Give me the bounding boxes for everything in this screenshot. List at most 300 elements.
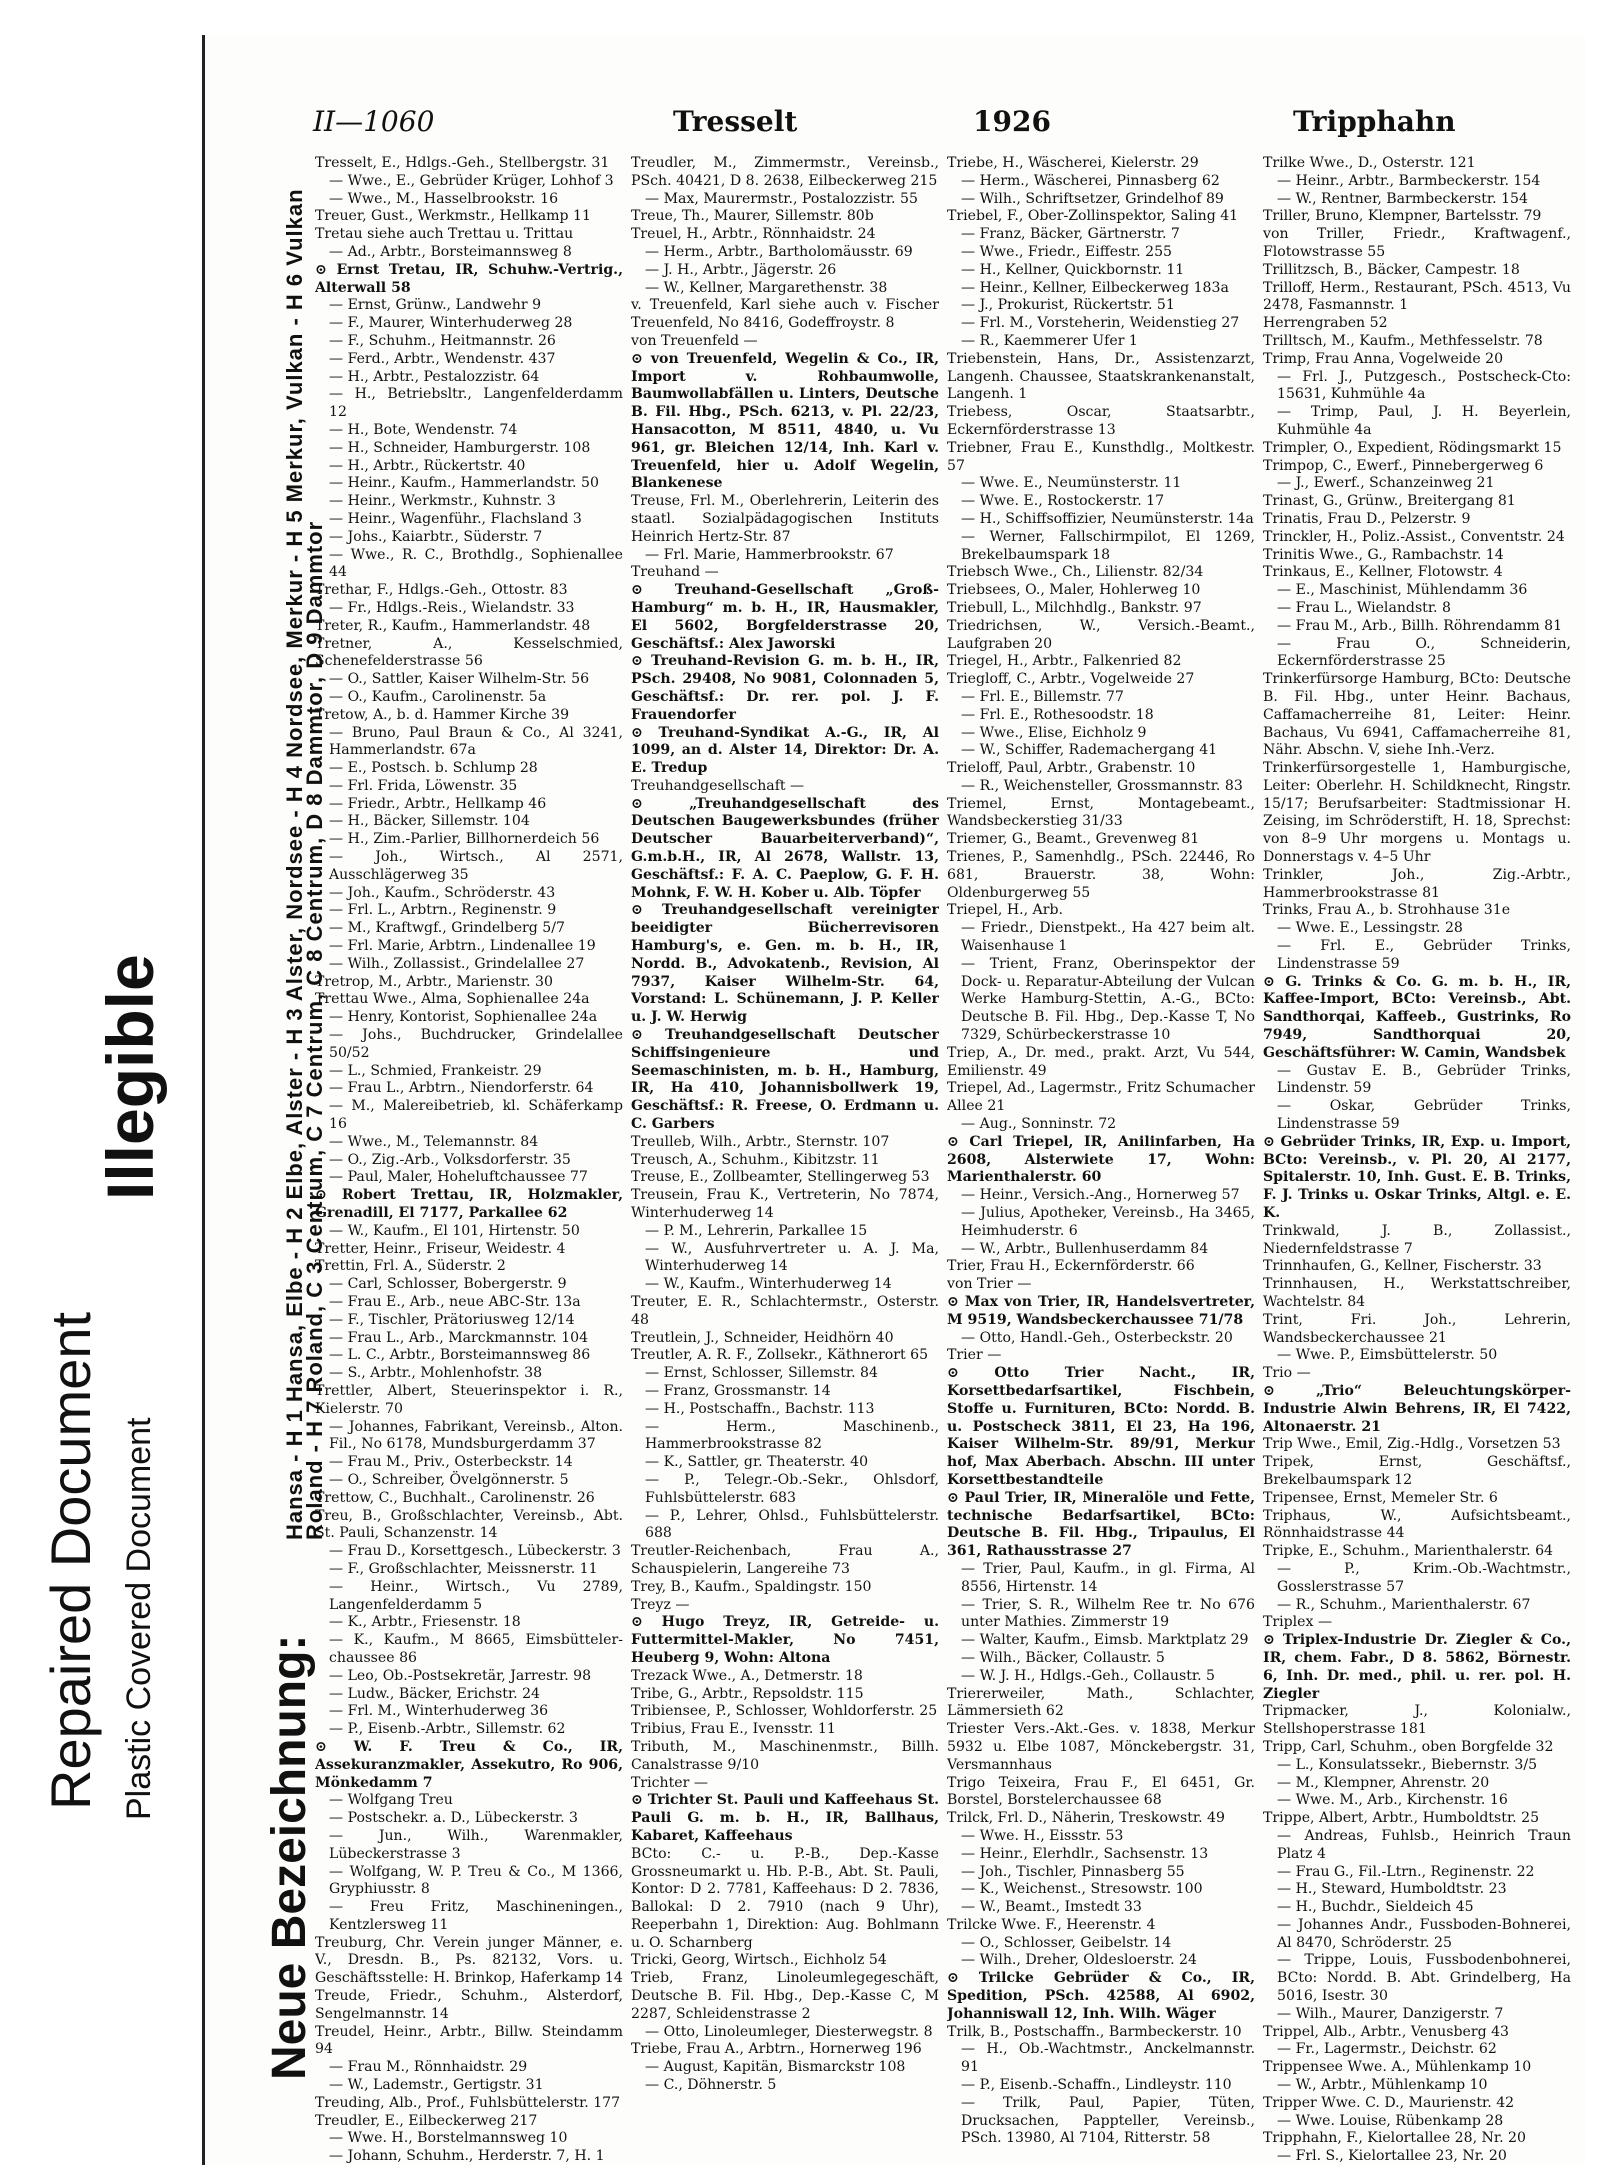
directory-entry: ⊙ Paul Trier, IR, Mineralöle und Fette, technische Bedarfsartikel, BCto: Deutsche B. Fil. Hbg., Tripaulus, El 361, Rathausstrasse 27 xyxy=(947,1489,1255,1560)
directory-entry: — R., Weichensteller, Grossmannstr. 83 xyxy=(961,777,1243,794)
directory-entry: — Trippe, Louis, Fussbodenbohnerei, BCto: Nordd. B. Abt. Grindelberg, Ha 5016, Isestr. 30 xyxy=(1277,1952,1571,2005)
directory-entry: — Frl. E., Billemstr. 77 xyxy=(961,688,1124,705)
directory-entry: Treyz — xyxy=(631,1596,690,1613)
directory-entry: — Herm., Wäscherei, Pinnasberg 62 xyxy=(961,172,1220,189)
directory-entry: Triepel, H., Arb. xyxy=(947,902,1063,919)
directory-entry: — H., Zim.-Parlier, Billhornerdeich 56 xyxy=(329,831,600,848)
directory-entry: Trilcke Wwe. F., Heerenstr. 4 xyxy=(947,1916,1156,1933)
header-last-name: Tripphahn xyxy=(1293,105,1456,138)
directory-entry: Trilk, B., Postschaffn., Barmbeckerstr. 10 xyxy=(947,2023,1242,2040)
directory-entry: ⊙ von Treuenfeld, Wegelin & Co., IR, Import v. Rohbaumwolle, Baumwollabfällen u. Linters, Deutsche B. Fil. Hbg., PSch. 6213, v. Pl. 22/23, Hansacotton, M 8511, 4840, u. Vu 961, gr. Bleichen 12/14, Inh. Karl v. Treuenfeld, hier u. Adolf Wegelin, Blankenese xyxy=(631,350,939,492)
directory-entry: Treuhandgesellschaft — xyxy=(631,777,805,794)
directory-entry: Tripmacker, J., Kolonialw., Stellshoperstrasse 181 xyxy=(1263,1703,1571,1738)
directory-entry: Treudler, M., Zimmermstr., Vereinsb., PSch. 40421, D 8. 2638, Eilbeckerweg 215 xyxy=(631,155,939,189)
directory-entry: Trinckler, H., Poliz.-Assist., Conventstr. 24 xyxy=(1263,528,1565,545)
header-first-name: Tresselt xyxy=(673,105,798,138)
directory-entry: — Frau L., Arb., Marckmannstr. 104 xyxy=(329,1329,589,1346)
directory-entry: — Otto, Linoleumleger, Diesterwegstr. 8 xyxy=(645,2023,933,2040)
directory-entry: — P., Eisenb.-Arbtr., Sillemstr. 62 xyxy=(329,1721,566,1738)
directory-entry: Trieloff, Paul, Arbtr., Grabenstr. 10 xyxy=(947,760,1196,777)
directory-entry: — Wwe., E., Gebrüder Krüger, Lohhof 3 xyxy=(329,172,614,189)
directory-entry: — O., Sattler, Kaiser Wilhelm-Str. 56 xyxy=(329,671,590,688)
directory-entry: — P., Eisenb.-Schaffn., Lindleystr. 110 xyxy=(961,2077,1232,2094)
directory-entry: — Henry, Kontorist, Sophienallee 24a xyxy=(329,1009,598,1026)
directory-entry: Triester Vers.-Akt.-Ges. v. 1838, Merkur 5932 u. Elbe 1087, Mönckebergstr. 31, Versmannhaus xyxy=(947,1721,1255,1773)
directory-entry: — H., Kellner, Quickbornstr. 11 xyxy=(961,261,1185,278)
directory-entry: Trilck, Frl. D., Näherin, Treskowstr. 49 xyxy=(947,1810,1225,1827)
directory-entry: Treutler-Reichenbach, Frau A., Schauspielerin, Langereihe 73 xyxy=(631,1543,939,1577)
directory-entry: — Frau L., Wielandstr. 8 xyxy=(1277,599,1451,616)
directory-entry: — Ernst, Grünw., Landwehr 9 xyxy=(329,297,542,314)
directory-entry: Trippe, Albert, Arbtr., Humboldtstr. 25 xyxy=(1263,1810,1540,1827)
directory-entry: Trinkerfürsorgestelle 1, Hamburgische, Leiter: Oberlehr. H. Schildknecht, Ringstr. 15/17; Berufsarbeiter: Stadtmissionar H. Zeising, im Schröderstift, H. 18, Sprechst: von 8–9 Uhr morgens u. Montags u. Donnerstags v. 4–5 Uhr xyxy=(1263,760,1571,866)
directory-entry: ⊙ Max von Trier, IR, Handelsvertreter, M 9519, Wandsbeckerchaussee 71/78 xyxy=(947,1294,1255,1328)
directory-entry: — H., Arbtr., Pestalozzistr. 64 xyxy=(329,368,540,385)
directory-entry: — J. H., Arbtr., Jägerstr. 26 xyxy=(645,261,837,278)
directory-entry: Treusch, A., Schuhm., Kibitzstr. 11 xyxy=(631,1151,880,1168)
directory-entry: Treude, Friedr., Schuhm., Alsterdorf, Sengelmannstr. 14 xyxy=(315,1988,623,2022)
directory-entry: Trinkler, Joh., Zig.-Arbtr., Hammerbrookstrasse 81 xyxy=(1263,866,1571,901)
directory-entry: von Trier — xyxy=(947,1276,1032,1293)
directory-entry: ⊙ Carl Triepel, IR, Anilinfarben, Ha 2608, Alsterwiete 17, Wohn: Marienthalerstr. 60 xyxy=(947,1133,1255,1186)
directory-entry: — W., Lademstr., Gertigstr. 31 xyxy=(329,2077,544,2094)
directory-entry: Triegloff, C., Arbtr., Vogelweide 27 xyxy=(947,671,1195,688)
directory-entry: Triemer, G., Beamt., Grevenweg 81 xyxy=(947,831,1200,848)
directory-entry: — O., Zig.-Arb., Volksdorferstr. 35 xyxy=(329,1151,571,1168)
directory-entry: Treuhand — xyxy=(631,564,719,581)
directory-entry: Triemel, Ernst, Montagebeamt., Wandsbeckerstieg 31/33 xyxy=(947,795,1255,830)
directory-entry: ⊙ Trilcke Gebrüder & Co., IR, Spedition, PSch. 42588, Al 6902, Johanniswall 12, Inh. Wilh. Wäger xyxy=(947,1970,1255,2022)
directory-entry: Triebsees, O., Maler, Hohlerweg 10 xyxy=(947,582,1201,599)
directory-entry: — P., Krim.-Ob.-Wachtmstr., Gosslerstrasse 57 xyxy=(1277,1560,1571,1595)
directory-entry: ⊙ Trichter St. Pauli und Kaffeehaus St. Pauli G. m. b. H., IR, Ballhaus, Kabaret, Kaffeehaus xyxy=(631,1792,939,1844)
directory-entry: Trethar, F., Hdlgs.-Geh., Ottostr. 83 xyxy=(315,582,568,599)
directory-entry: Trichter — xyxy=(631,1774,708,1791)
directory-page xyxy=(202,35,1585,2165)
directory-entry: — Wwe. E., Lessingstr. 28 xyxy=(1277,920,1463,937)
directory-entry: — Trimp, Paul, J. H. Beyerlein, Kuhmühle 4a xyxy=(1277,404,1571,438)
directory-entry: — L., Schmied, Frankeistr. 29 xyxy=(329,1062,542,1079)
directory-entry: Treuse, Frl. M., Oberlehrerin, Leiterin des staatl. Sozialpädagogischen Instituts Heinrich Hertz-Str. 87 xyxy=(631,493,939,545)
directory-entry: — Otto, Handl.-Geh., Osterbeckstr. 20 xyxy=(961,1329,1233,1346)
directory-entry: — Frl. Frida, Löwenstr. 35 xyxy=(329,777,518,794)
directory-entry: — Ad., Arbtr., Borsteimannsweg 8 xyxy=(329,243,572,260)
directory-entry: Tribius, Frau E., Ivensstr. 11 xyxy=(631,1721,836,1738)
directory-entry: Treue, Th., Maurer, Sillemstr. 80b xyxy=(631,208,874,225)
directory-entry: — K., Kaufm., M 8665, Eimsbütteler-chaussee 86 xyxy=(329,1632,623,1666)
directory-entry: — Heinr., Kellner, Eilbeckerweg 183a xyxy=(961,279,1229,296)
directory-entry: — Heinr., Werkmstr., Kuhnstr. 3 xyxy=(329,493,556,510)
directory-entry: Triebner, Frau E., Kunsthdlg., Moltkestr. 57 xyxy=(947,439,1255,474)
directory-entry: von Triller, Friedr., Kraftwagenf., Flotowstrasse 55 xyxy=(1263,226,1571,260)
directory-entry: — W., Arbtr., Bullenhuserdamm 84 xyxy=(961,1240,1209,1257)
directory-entry: Triererweiler, Math., Schlachter, Lämmersieth 62 xyxy=(947,1685,1255,1720)
directory-entry: — Franz, Bäcker, Gärtnerstr. 7 xyxy=(961,226,1180,243)
directory-entry: Treuse, E., Zollbeamter, Stellingerweg 53 xyxy=(631,1169,930,1186)
directory-entry: — W., Kaufm., Winterhuderweg 14 xyxy=(645,1276,892,1293)
directory-entry: — Trier, S. R., Wilhelm Ree tr. No 676 unter Mathies. Zimmerstr 19 xyxy=(961,1596,1255,1631)
directory-entry: — Heinr., Kaufm., Hammerlandstr. 50 xyxy=(329,475,599,492)
directory-entry: — Wilh., Bäcker, Collaustr. 5 xyxy=(961,1649,1165,1666)
directory-entry: — Frau M., Rönnhaidstr. 29 xyxy=(329,2059,528,2076)
directory-entry: — H., Schneider, Hamburgerstr. 108 xyxy=(329,439,591,456)
directory-entry: BCto: C.- u. P.-B., Dep.-Kasse Grossneumarkt u. Hb. P.-B., Abt. St. Pauli, Kontor: D 2. 7781, Kaffeehaus: D 2. 7836, Ballokal: D 2. 7910 (nach 9 Uhr), Reeperbahn 1, Direktion: Aug. Bohlmann u. O. Scharnberg xyxy=(631,1845,939,1951)
directory-entry: — Heinr., Elerhdlr., Sachsenstr. 13 xyxy=(961,1845,1209,1862)
directory-entry: ⊙ W. F. Treu & Co., IR, Assekuranzmakler, Assekutro, Ro 906, Mönkedamm 7 xyxy=(315,1738,623,1791)
directory-entry: — Jun., Wilh., Warenmakler, Lübeckerstrasse 3 xyxy=(329,1827,623,1862)
directory-entry: ⊙ Ernst Tretau, IR, Schuhw.-Vertrig., Alterwall 58 xyxy=(315,261,623,296)
directory-entry: Treuel, H., Arbtr., Rönnhaidstr. 24 xyxy=(631,226,876,243)
directory-entry: — Max, Maurermstr., Postalozzistr. 55 xyxy=(645,190,918,207)
directory-entry: — Frau G., Fil.-Ltrn., Reginenstr. 22 xyxy=(1277,1863,1535,1880)
directory-entry: — Frl. L., Arbtrn., Reginenstr. 9 xyxy=(329,902,557,919)
directory-entry: — Heinr., Wagenführ., Flachsland 3 xyxy=(329,510,582,527)
neue-bezeichnung-label: Neue Bezeichnung: xyxy=(263,1634,316,2080)
directory-entry: — Wwe., Elise, Eichholz 9 xyxy=(961,724,1147,741)
directory-entry: Tribe, G., Arbtr., Repsoldstr. 115 xyxy=(631,1685,864,1702)
directory-entry: Tresselt, E., Hdlgs.-Geh., Stellbergstr. 31 xyxy=(315,155,610,171)
directory-entry: — M., Klempner, Ahrenstr. 20 xyxy=(1277,1774,1490,1791)
directory-entry: Trinkerfürsorge Hamburg, BCto: Deutsche B. Fil. Hbg., unter Heinr. Bachaus, Caffamacherreihe 81, Leiter: Heinr. Bachaus, Vu 6941, Caffamacherreihe 81, Nähr. Abschn. V, siehe Inh.-Verz. xyxy=(1263,671,1571,759)
directory-entry: — Frau D., Korsettgesch., Lübeckerstr. 3 xyxy=(329,1543,621,1560)
directory-entry: — Frl. Marie, Hammerbrookstr. 67 xyxy=(645,546,894,563)
directory-entry: — W., Ausfuhrvertreter u. A. J. Ma, Winterhuderweg 14 xyxy=(645,1240,939,1275)
directory-entry: Trigo Teixeira, Frau F., El 6451, Gr. Borstel, Borstelerchaussee 68 xyxy=(947,1774,1255,1809)
repaired-document-label: Repaired Document xyxy=(39,1311,102,1810)
directory-entry: ⊙ Treuhand-Revision G. m. b. H., IR, PSch. 29408, No 9081, Colonnaden 5, Geschäftsf.: Dr. rer. pol. J. F. Frauendorfer xyxy=(631,653,939,723)
directory-entry: — Walter, Kaufm., Eimsb. Marktplatz 29 xyxy=(961,1632,1249,1649)
directory-entry: — Ferd., Arbtr., Wendenstr. 437 xyxy=(329,350,556,367)
directory-entry: — Ludw., Bäcker, Erichstr. 24 xyxy=(329,1685,541,1702)
directory-entry: — Heinr., Versich.-Ang., Hornerweg 57 xyxy=(961,1187,1240,1204)
directory-entry: — M., Malereibetrieb, kl. Schäferkamp 16 xyxy=(329,1098,623,1133)
directory-entry: — Gustav E. B., Gebrüder Trinks, Lindenstr. 59 xyxy=(1277,1062,1571,1097)
directory-entry: Trippensee Wwe. A., Mühlenkamp 10 xyxy=(1263,2059,1532,2076)
directory-entry: — Wilh., Zollassist., Grindelallee 27 xyxy=(329,955,585,972)
directory-entry: — Wwe. E., Rostockerstr. 17 xyxy=(961,493,1165,510)
directory-entry: Tripke, E., Schuhm., Marienthalerstr. 64 xyxy=(1263,1543,1554,1560)
directory-entry: — R., Schuhm., Marienthalerstr. 67 xyxy=(1277,1596,1531,1613)
directory-entry: — Joh., Kaufm., Schröderstr. 43 xyxy=(329,884,556,901)
directory-entry: Tricki, Georg, Wirtsch., Eichholz 54 xyxy=(631,1952,887,1969)
directory-entry: — Johs., Kaiarbtr., Süderstr. 7 xyxy=(329,528,543,545)
directory-entry: Triedrichsen, W., Versich.-Beamt., Laufgraben 20 xyxy=(947,617,1255,652)
illegible-label: Illegible xyxy=(93,954,167,1200)
directory-entry: — K., Weichenst., Stresowstr. 100 xyxy=(961,1881,1203,1898)
directory-entry: Trint, Fri. Joh., Lehrerin, Wandsbeckerchaussee 21 xyxy=(1263,1311,1571,1346)
directory-entry: — Frl. E., Gebrüder Trinks, Lindenstrasse 59 xyxy=(1277,938,1571,972)
directory-entry: — S., Arbtr., Mohlenhofstr. 38 xyxy=(329,1365,543,1382)
directory-entry: — W., Kaufm., El 101, Hirtenstr. 50 xyxy=(329,1222,580,1239)
directory-entry: — Heinr., Wirtsch., Vu 2789, Langenfelderdamm 5 xyxy=(329,1578,623,1613)
directory-entry: — H., Bote, Wendenstr. 74 xyxy=(329,421,518,438)
directory-entry: — Friedr., Arbtr., Hellkamp 46 xyxy=(329,795,547,812)
directory-entry: — W. J. H., Hdlgs.-Geh., Collaustr. 5 xyxy=(961,1667,1216,1684)
directory-entry: — Bruno, Paul Braun & Co., Al 3241, Hammerlandstr. 67a xyxy=(329,724,623,759)
directory-entry: Triebel, F., Ober-Zollinspektor, Saling 41 xyxy=(947,208,1239,225)
directory-entry: — W., Arbtr., Mühlenkamp 10 xyxy=(1277,2077,1488,2094)
directory-entry: — Ernst, Schlosser, Sillemstr. 84 xyxy=(645,1365,878,1382)
directory-entry: — F., Tischler, Prätoriusweg 12/14 xyxy=(329,1311,575,1328)
directory-entry: Trinks, Frau A., b. Strohhause 31e xyxy=(1263,902,1511,919)
directory-entry: — W., Kellner, Margarethenstr. 38 xyxy=(645,279,888,296)
directory-entry: Tripphahn, F., Kielortallee 28, Nr. 20 xyxy=(1263,2130,1526,2147)
directory-entry: Tretrop, M., Arbtr., Marienstr. 30 xyxy=(315,973,553,990)
directory-entry: — J., Prokurist, Rückertstr. 51 xyxy=(961,297,1175,314)
directory-entry: Triebe, Frau A., Arbtrn., Hornerweg 196 xyxy=(631,2041,922,2058)
directory-entry: — Wwe. H., Borstelmannsweg 10 xyxy=(329,2130,568,2147)
column-4 xyxy=(1263,155,1571,2165)
directory-entry: — Joh., Tischler, Pinnasberg 55 xyxy=(961,1863,1185,1880)
directory-entry: Treutler, A. R. F., Zollsekr., Käthnerort 65 xyxy=(631,1347,929,1364)
directory-entry: — Carl, Schlosser, Bobergerstr. 9 xyxy=(329,1276,567,1293)
directory-entry: Trezack Wwe., A., Detmerstr. 18 xyxy=(631,1667,863,1684)
directory-entry: — Wwe., M., Telemannstr. 84 xyxy=(329,1133,539,1150)
directory-entry: ⊙ „Trio“ Beleuchtungskörper-Industrie Alwin Behrens, IR, El 7422, Altonaerstr. 21 xyxy=(1263,1382,1571,1435)
directory-entry: Trettler, Albert, Steuerinspektor i. R., Kielerstr. 70 xyxy=(315,1382,623,1417)
directory-entry: Tretter, Heinr., Friseur, Weidestr. 4 xyxy=(315,1240,566,1257)
directory-entry: ⊙ Treuhand-Syndikat A.-G., IR, Al 1099, an d. Alster 14, Direktor: Dr. A. E. Tredup xyxy=(631,724,939,777)
directory-entry: — H., Buchdr., Sieldeich 45 xyxy=(1277,1899,1474,1916)
directory-entry: ⊙ Robert Trettau, IR, Holzmakler, Grenadill, El 7177, Parkallee 62 xyxy=(315,1187,623,1222)
directory-entry: Treulleb, Wilh., Arbtr., Sternstr. 107 xyxy=(631,1133,890,1150)
directory-entry: Treudel, Heinr., Arbtr., Billw. Steindamm 94 xyxy=(315,2023,623,2058)
directory-entry: Trip Wwe., Emil, Zig.-Hdlg., Vorsetzen 53 xyxy=(1263,1436,1561,1453)
directory-entry: — Trient, Franz, Oberinspektor der Dock- u. Reparatur-Abteilung der Vulcan Werke Hamburg-Stettin, A.-G., BCto: Deutsche B. Fil. Hbg., Dep.-Kasse T, No 7329, Schürbeckerstrasse 10 xyxy=(961,955,1255,1044)
directory-entry: — W., Beamt., Imstedt 33 xyxy=(961,1899,1142,1916)
directory-entry: — Herm., Arbtr., Bartholomäusstr. 69 xyxy=(645,243,913,260)
directory-entry: Treuter, E. R., Schlachtermstr., Osterstr. 48 xyxy=(631,1294,939,1328)
directory-entry: — Wwe. E., Neumünsterstr. 11 xyxy=(961,475,1182,492)
directory-entry: — Frl. M., Winterhuderweg 36 xyxy=(329,1703,549,1720)
directory-entry: Triebsch Wwe., Ch., Lilienstr. 82/34 xyxy=(947,564,1204,581)
directory-entry: — Franz, Grossmanstr. 14 xyxy=(645,1382,831,1399)
directory-entry: ⊙ Gebrüder Trinks, IR, Exp. u. Import, BCto: Vereinsb., v. Pl. 20, Al 2177, Spitalerstr. 10, Inh. Gust. E. B. Trinks, F. J. Trinks u. Oskar Trinks, Altgl. e. E. K. xyxy=(1263,1133,1571,1222)
directory-entry: Trilltsch, M., Kaufm., Methfesselstr. 78 xyxy=(1263,332,1543,349)
directory-entry: — Johannes, Fabrikant, Vereinsb., Alton. Fil., No 6178, Mundsburgerdamm 37 xyxy=(329,1418,623,1453)
directory-entry: Trilke Wwe., D., Osterstr. 121 xyxy=(1263,155,1476,171)
directory-entry: — Wwe., R. C., Brothdlg., Sophienallee 44 xyxy=(329,546,623,581)
directory-entry: Triphaus, W., Aufsichtsbeamt., Rönnhaidstrasse 44 xyxy=(1263,1507,1571,1542)
directory-entry: — M., Kraftwgf., Grindelberg 5/7 xyxy=(329,920,565,937)
directory-entry: Tretow, A., b. d. Hammer Kirche 39 xyxy=(315,706,570,723)
directory-entry: Tripp, Carl, Schuhm., oben Borgfelde 32 xyxy=(1263,1738,1554,1755)
directory-entry: ⊙ Treuhandgesellschaft vereinigter beeidigter Bücherrevisoren Hamburg's, e. Gen. m. b. H., IR, Nordd. B., Advokatenb., Revision, Al 7937, Kaiser Wilhelm-Str. 64, Vorstand: L. Schünemann, J. P. Keller u. J. W. Herwig xyxy=(631,902,939,1026)
directory-entry: — Trier, Paul, Kaufm., in gl. Firma, Al 8556, Hirtenstr. 14 xyxy=(961,1560,1255,1595)
directory-entry: — Postschekr. a. D., Lübeckerstr. 3 xyxy=(329,1810,579,1827)
directory-entry: Trimpler, O., Expedient, Rödingsmarkt 15 xyxy=(1263,439,1562,456)
directory-entry: — H., Arbtr., Rückertstr. 40 xyxy=(329,457,526,474)
directory-entry: ⊙ Otto Trier Nacht., IR, Korsettbedarfsartikel, Fischbein, Stoffe u. Furnituren, BCto: Nordd. B. u. Postscheck 3811, El 23, Ha 196, Kaiser Wilhelm-Str. 89/91, Merkur hof, Max Aberbach. Abschn. III unter Korsettbestandteile xyxy=(947,1365,1255,1488)
directory-entry: — F., Großschlachter, Meissnerstr. 11 xyxy=(329,1560,598,1577)
directory-entry: — O., Schreiber, Övelgönnerstr. 5 xyxy=(329,1471,569,1488)
directory-entry: — R., Kaemmerer Ufer 1 xyxy=(961,332,1138,349)
directory-entry: Trettau Wwe., Alma, Sophienallee 24a xyxy=(315,991,590,1008)
directory-entry: Trettin, Frl. A., Süderstr. 2 xyxy=(315,1258,506,1275)
directory-entry: Trillitzsch, B., Bäcker, Campestr. 18 xyxy=(1263,261,1520,278)
directory-entry: Trinkaus, E., Kellner, Flotowstr. 4 xyxy=(1263,564,1503,581)
directory-entry: — Frau E., Arb., neue ABC-Str. 13a xyxy=(329,1294,581,1310)
directory-entry: — E., Maschinist, Mühlendamm 36 xyxy=(1277,582,1528,599)
directory-entry: Triegel, H., Arbtr., Falkenried 82 xyxy=(947,653,1182,670)
directory-entry: — Frl. J., Putzgesch., Postscheck-Cto: 15631, Kuhmühle 4a xyxy=(1277,368,1571,403)
directory-entry: — H., Schiffsoffizier, Neumünsterstr. 14a xyxy=(961,510,1254,527)
directory-entry: — Trilk, Paul, Papier, Tüten, Drucksachen, Pappteller, Vereinsb., PSch. 13980, Al 7104, Ritterstr. 58 xyxy=(961,2094,1255,2147)
directory-entry: — August, Kapitän, Bismarckstr 108 xyxy=(645,2059,906,2076)
directory-entry: — Fr., Lagermstr., Deichstr. 62 xyxy=(1277,2041,1497,2058)
directory-entry: Triepel, Ad., Lagermstr., Fritz Schumacher Allee 21 xyxy=(947,1080,1255,1115)
directory-entry: — Wolfgang, W. P. Treu & Co., M 1366, Gryphiusstr. 8 xyxy=(329,1863,623,1898)
directory-entry: — Frau M., Priv., Osterbeckstr. 14 xyxy=(329,1454,573,1471)
directory-entry: Trinatis, Frau D., Pelzerstr. 9 xyxy=(1263,510,1471,527)
directory-entry: — H., Bäcker, Sillemstr. 104 xyxy=(329,813,530,830)
directory-entry: ⊙ Treuhandgesellschaft Deutscher Schiffsingenieure und Seemaschinisten, m. b. H., Hamburg, IR, Ha 410, Johannisbollwerk 19, Geschäftsf.: R. Freese, O. Erdmann u. C. Garbers xyxy=(631,1027,939,1133)
directory-entry: — Freu Fritz, Maschineningen., Kentzlersweg 11 xyxy=(329,1899,623,1933)
directory-entry: von Treuenfeld — xyxy=(631,332,758,349)
directory-entry: — Johs., Buchdrucker, Grindelallee 50/52 xyxy=(329,1027,623,1061)
directory-entry: ⊙ Treuhand-Gesellschaft „Groß-Hamburg“ m. b. H., IR, Hausmakler, El 5602, Borgfelderstrasse 20, Geschäftsf.: Alex Jaworski xyxy=(631,582,939,652)
directory-entry: Triep, A., Dr. med., prakt. Arzt, Vu 544, Emilienstr. 49 xyxy=(947,1044,1255,1079)
directory-entry: Triebess, Oscar, Staatsarbtr., Eckernförderstrasse 13 xyxy=(947,404,1255,438)
directory-entry: — Wwe. Louise, Rübenkamp 28 xyxy=(1277,2112,1504,2129)
directory-entry: Trinnhaufen, G., Kellner, Fischerstr. 33 xyxy=(1263,1258,1542,1275)
directory-entry: — Wwe. H., Eissstr. 53 xyxy=(961,1827,1124,1844)
directory-entry: — Fr., Hdlgs.-Reis., Wielandstr. 33 xyxy=(329,599,575,616)
directory-entry: — Wilh., Schriftsetzer, Grindelhof 89 xyxy=(961,190,1224,207)
directory-entry: — Paul, Maler, Hoheluftchaussee 77 xyxy=(329,1169,588,1186)
header-year: 1926 xyxy=(973,105,1051,138)
directory-entry: Trier — xyxy=(947,1347,1002,1364)
directory-entry: — K., Sattler, gr. Theaterstr. 40 xyxy=(645,1454,869,1471)
directory-entry: — Andreas, Fuhlsb., Heinrich Traun Platz 4 xyxy=(1277,1827,1571,1862)
directory-entry: Tretau siehe auch Trettau u. Trittau xyxy=(315,226,574,243)
directory-entry: — Frl. Marie, Arbtrn., Lindenallee 19 xyxy=(329,938,596,955)
directory-entry: — Frau L., Arbtrn., Niendorferstr. 64 xyxy=(329,1080,594,1097)
directory-entry: — Frl. S., Kielortallee 23, Nr. 20 xyxy=(1277,2148,1507,2165)
directory-entry: — K., Arbtr., Friesenstr. 18 xyxy=(329,1614,521,1631)
page-header xyxy=(313,105,1573,145)
directory-entry: Tripensee, Ernst, Memeler Str. 6 xyxy=(1263,1489,1498,1506)
directory-entry: Trinast, G., Grünw., Breitergang 81 xyxy=(1263,493,1516,510)
directory-entry: — Friedr., Dienstpekt., Ha 427 beim alt. Waisenhause 1 xyxy=(961,920,1255,955)
directory-entry: — Frau O., Schneiderin, Eckernförderstrasse 25 xyxy=(1277,635,1571,670)
directory-entry: — Joh., Wirtsch., Al 2571, Ausschlägerweg 35 xyxy=(329,849,623,883)
directory-entry: — L. C., Arbtr., Borsteimannsweg 86 xyxy=(329,1347,591,1364)
directory-entry: — O., Schlosser, Geibelstr. 14 xyxy=(961,1934,1172,1951)
directory-entry: Treuding, Alb., Prof., Fuhlsbüttelerstr. 177 xyxy=(315,2094,621,2111)
directory-entry: — E., Postsch. b. Schlump 28 xyxy=(329,760,538,777)
directory-entry: — Julius, Apotheker, Vereinsb., Ha 3465, Heimhuderstr. 6 xyxy=(961,1205,1255,1239)
directory-entry: Triebull, L., Milchhdlg., Bankstr. 97 xyxy=(947,599,1202,616)
directory-entry: — H., Steward, Humboldtstr. 23 xyxy=(1277,1881,1507,1898)
directory-entry: Tripek, Ernst, Geschäftsf., Brekelbaumspark 12 xyxy=(1263,1454,1571,1488)
directory-entry: Trier, Frau H., Eckernförderstr. 66 xyxy=(947,1258,1195,1275)
page-number: II—1060 xyxy=(313,105,435,138)
directory-entry: ⊙ Hugo Treyz, IR, Getreide- u. Futtermittel-Makler, No 7451, Heuberg 9, Wohn: Altona xyxy=(631,1614,939,1666)
directory-entry: — Werner, Fallschirmpilot, El 1269, Brekelbaumspark 18 xyxy=(961,528,1255,563)
directory-entry: Treter, R., Kaufm., Hammerlandstr. 48 xyxy=(315,617,591,634)
directory-entry: Triplex — xyxy=(1263,1614,1333,1631)
directory-entry: — Oskar, Gebrüder Trinks, Lindenstrasse 59 xyxy=(1277,1098,1571,1133)
directory-entry: — W., Rentner, Barmbeckerstr. 154 xyxy=(1277,190,1528,207)
directory-entry: Trienes, P., Samenhdlg., PSch. 22446, Ro 681, Brauerstr. 38, Wohn: Oldenburgerweg 55 xyxy=(947,849,1255,901)
directory-entry: Triebenstein, Hans, Dr., Assistenzarzt, Langenh. Chaussee, Staatskrankenanstalt, Langenh. 1 xyxy=(947,350,1255,403)
directory-entry: Trinnhausen, H., Werkstattschreiber, Wachtelstr. 84 xyxy=(1263,1276,1571,1310)
directory-entry: Tretner, A., Kesselschmied, Schenefelderstrasse 56 xyxy=(315,635,623,670)
directory-entry: ⊙ Triplex-Industrie Dr. Ziegler & Co., IR, chem. Fabr., D 8. 5862, Börnestr. 6, Inh. Dr. med., phil. u. rer. pol. H. Ziegler xyxy=(1263,1632,1571,1702)
directory-entry: — P., Lehrer, Ohlsd., Fuhlsbüttelerstr. 688 xyxy=(645,1507,939,1542)
directory-entry: Treudler, E., Eilbeckerweg 217 xyxy=(315,2112,538,2129)
directory-entry: Trinkwald, J. B., Zollassist., Niedernfeldstrasse 7 xyxy=(1263,1222,1571,1257)
directory-entry: — P. M., Lehrerin, Parkallee 15 xyxy=(645,1222,868,1239)
directory-entry: Treu, B., Großschlachter, Vereinsb., Abt. St. Pauli, Schanzenstr. 14 xyxy=(315,1507,623,1542)
directory-entry: — Leo, Ob.-Postsekretär, Jarrestr. 98 xyxy=(329,1667,592,1684)
directory-entry: — Johannes Andr., Fussboden-Bohnerei, Al 8470, Schröderstr. 25 xyxy=(1277,1916,1571,1951)
directory-entry: ⊙ G. Trinks & Co. G. m. b. H., IR, Kaffee-Import, BCto: Vereinsb., Abt. Sandthorqai, Kaffeeb., Gustrinks, Ro 7949, Sandthorquai 20, Geschäftsführer: W. Camin, Wandsbek xyxy=(1263,973,1571,1061)
directory-entry: Trey, B., Kaufm., Spaldingstr. 150 xyxy=(631,1578,872,1595)
directory-entry: Trimp, Frau Anna, Vogelweide 20 xyxy=(1263,350,1504,367)
directory-entry: — H., Postschaffn., Bachstr. 113 xyxy=(645,1400,875,1417)
exchange-codes-line-2: Roland - H 7 Roland, C 3 Centrum, C 7 Centrum, C 8 Centrum, D 8 Dammtor, D 9 Dammtor xyxy=(302,520,327,1540)
column-3 xyxy=(947,155,1255,2165)
directory-entry: Triebe, H., Wäscherei, Kielerstr. 29 xyxy=(947,155,1199,171)
directory-entry: Trippel, Alb., Arbtr., Venusberg 43 xyxy=(1263,2023,1510,2040)
directory-entry: Trio — xyxy=(1263,1365,1311,1382)
directory-entry: — Heinr., Arbtr., Barmbeckerstr. 154 xyxy=(1277,172,1541,189)
directory-entry: — O., Kaufm., Carolinenstr. 5a xyxy=(329,688,547,705)
directory-entry: Treusein, Frau K., Vertreterin, No 7874, Winterhuderweg 14 xyxy=(631,1187,939,1222)
column-1 xyxy=(315,155,623,2165)
directory-entry: — Frl. E., Rothesoodstr. 18 xyxy=(961,706,1154,723)
directory-entry: Trimpop, C., Ewerf., Pinnebergerweg 6 xyxy=(1263,457,1544,474)
scan-left-margin xyxy=(0,0,200,2177)
directory-entry: — L., Konsulatssekr., Biebernstr. 3/5 xyxy=(1277,1756,1538,1773)
directory-entry: — J., Ewerf., Schanzeinweg 21 xyxy=(1277,475,1495,492)
directory-entry: — Wwe., M., Hasselbrookstr. 16 xyxy=(329,190,559,207)
directory-entry: — Frl. M., Vorsteherin, Weidenstieg 27 xyxy=(961,315,1240,332)
directory-entry: — H., Ob.-Wachtmstr., Anckelmannstr. 91 xyxy=(961,2041,1255,2076)
directory-entry: Treuburg, Chr. Verein junger Männer, e. V., Dresdn. B., Ps. 82132, Vors. u. Geschäftsstelle: H. Brinkop, Haferkamp 14 xyxy=(315,1934,623,1987)
directory-entry: v. Treuenfeld, Karl siehe auch v. Fischer Treuenfeld, No 8416, Godeffroystr. 8 xyxy=(631,297,939,332)
directory-entry: — Aug., Sonninstr. 72 xyxy=(961,1116,1117,1133)
directory-entry: — C., Döhnerstr. 5 xyxy=(645,2077,777,2094)
directory-entry: — H., Betriebsltr., Langenfelderdamm 12 xyxy=(329,386,623,421)
directory-entry: Tributh, M., Maschinenmstr., Billh. Canalstrasse 9/10 xyxy=(631,1738,939,1773)
directory-entry: Trilloff, Herm., Restaurant, PSch. 4513, Vu 2478, Fasmannstr. 1 xyxy=(1263,279,1571,314)
directory-entry: — Wilh., Maurer, Danzigerstr. 7 xyxy=(1277,2005,1504,2022)
directory-entry: Trinitis Wwe., G., Rambachstr. 14 xyxy=(1263,546,1504,563)
directory-entry: — Wilh., Dreher, Oldesloerstr. 24 xyxy=(961,1952,1197,1969)
directory-entry: — Herm., Maschinenb., Hammerbrookstrasse 82 xyxy=(645,1418,939,1453)
directory-entry: Trettow, C., Buchhalt., Carolinenstr. 26 xyxy=(315,1489,595,1506)
column-2 xyxy=(631,155,939,2165)
directory-entry: Treutlein, J., Schneider, Heidhörn 40 xyxy=(631,1329,894,1346)
directory-entry: — W., Schiffer, Rademachergang 41 xyxy=(961,742,1218,759)
directory-entry: — Wolfgang Treu xyxy=(329,1792,453,1809)
directory-entry: — F., Maurer, Winterhuderweg 28 xyxy=(329,315,573,332)
directory-entry: Herrengraben 52 xyxy=(1263,315,1388,332)
directory-entry: Treuer, Gust., Werkmstr., Hellkamp 11 xyxy=(315,208,591,225)
exchange-codes-line-1: Hansa - H 1 Hansa, Elbe - H 2 Elbe, Alster - H 3 Alster, Nordsee - H 4 Nordsee, Merkur - H 5 Merkur, Vulkan - H 6 Vulkan xyxy=(282,188,307,1540)
directory-entry: Tripper Wwe. C. D., Maurienstr. 42 xyxy=(1263,2094,1515,2111)
directory-entry: — Johann, Schuhm., Herderstr. 7, H. 1 xyxy=(329,2148,605,2165)
directory-entry: Tribiensee, P., Schlosser, Wohldorferstr. 25 xyxy=(631,1703,938,1720)
directory-entry: Trieb, Franz, Linoleumlegegeschäft, Deutsche B. Fil. Hbg., Dep.-Kasse C, M 2287, Schleidenstrasse 2 xyxy=(631,1970,939,2022)
directory-entry: — Wwe. P., Eimsbüttelerstr. 50 xyxy=(1277,1347,1498,1364)
directory-entry: — Wwe., Friedr., Eiffestr. 255 xyxy=(961,243,1173,260)
directory-entry: — F., Schuhm., Heitmannstr. 26 xyxy=(329,332,556,349)
plastic-covered-label: Plastic Covered Document xyxy=(120,1417,158,1820)
